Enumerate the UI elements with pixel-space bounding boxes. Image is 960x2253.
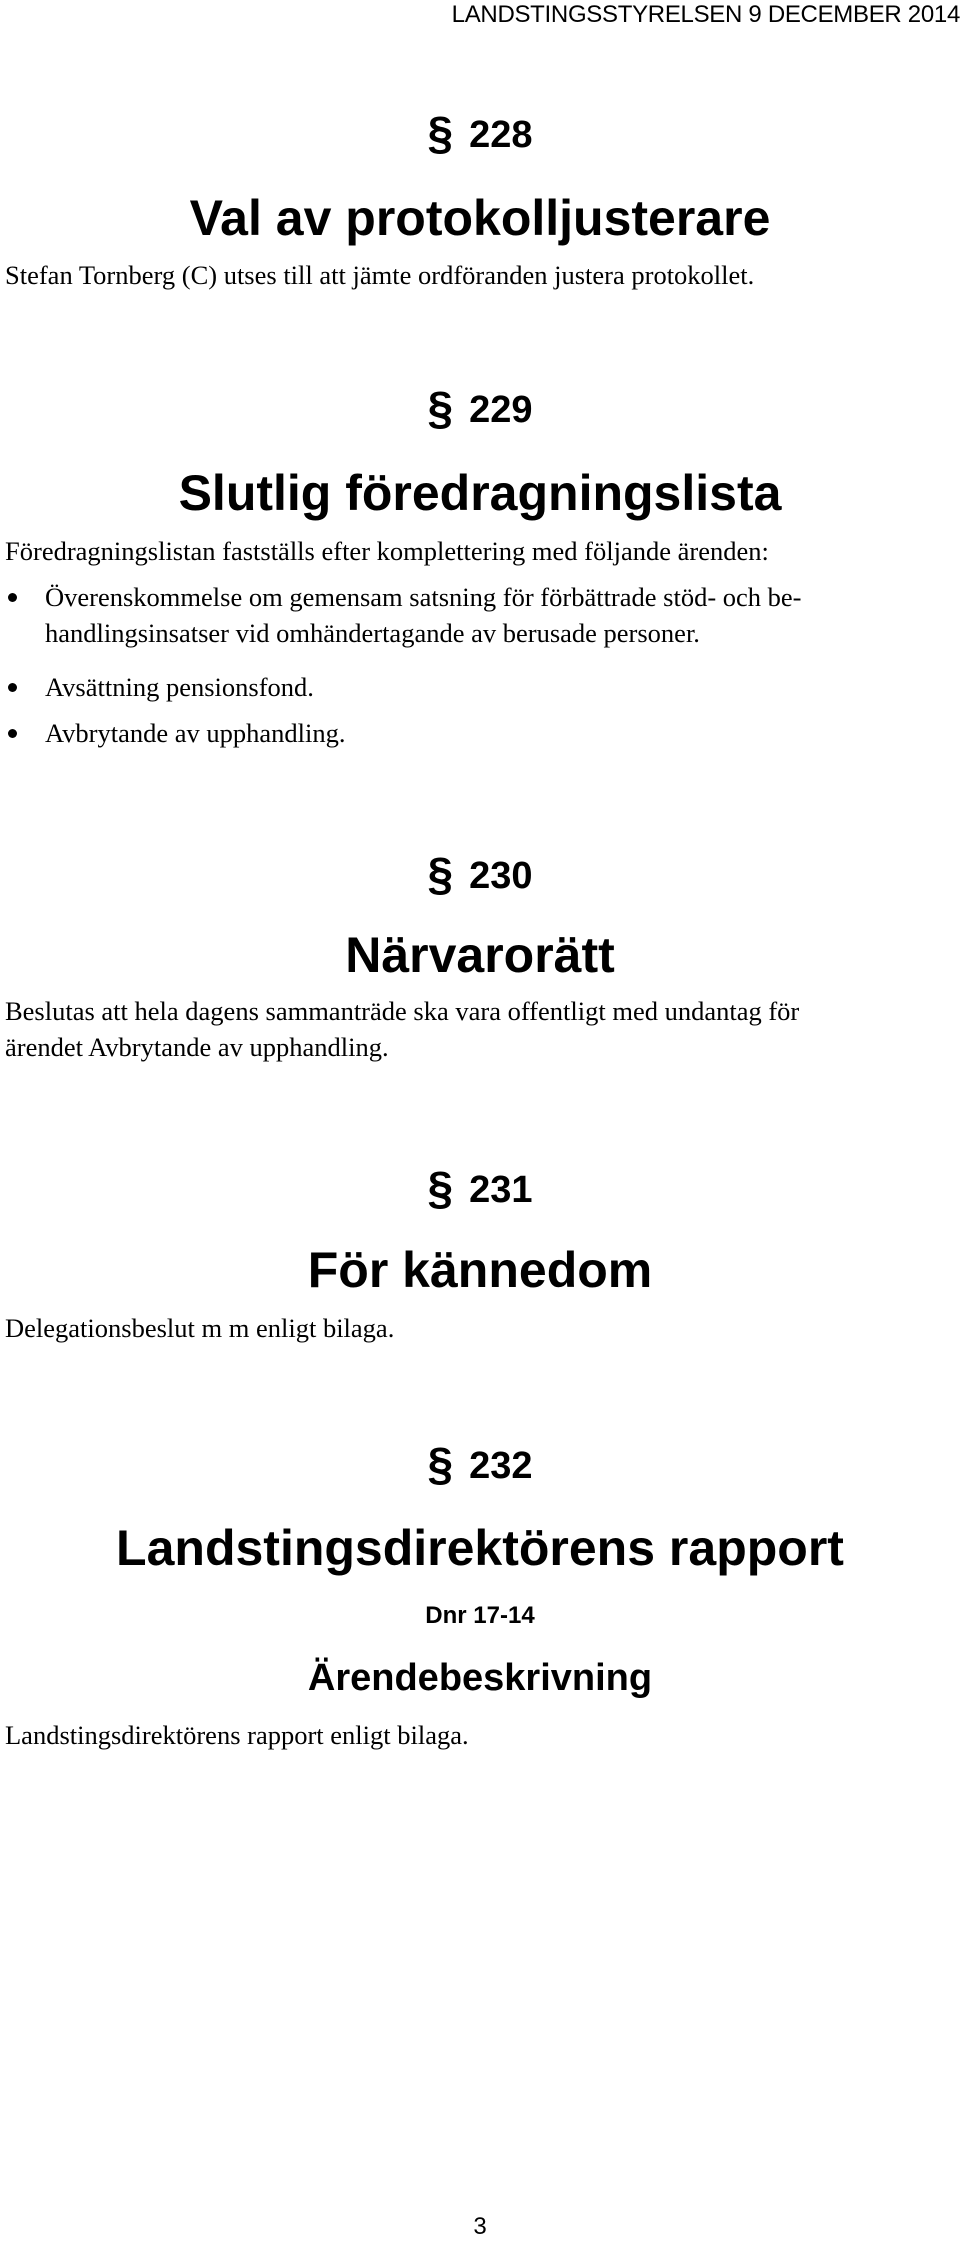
- page-number: 3: [473, 2213, 487, 2240]
- section-intro-229: Föredragningslistan fastställs efter komplettering med följande ärenden:: [5, 536, 769, 566]
- section-body-231: Delegationsbeslut m m enligt bilaga.: [5, 1313, 395, 1343]
- paragraph-symbol: §: [427, 1438, 454, 1490]
- section-number-229: [0, 382, 960, 434]
- section-subheading-232: Ärendebeskrivning: [307, 1657, 653, 1699]
- dnr-label: Dnr 17-14: [425, 1602, 535, 1629]
- section-title-231: För kännedom: [307, 1242, 653, 1298]
- list-item-line: Överenskommelse om gemensam satsning för förbättrade stöd- och be-: [45, 582, 802, 612]
- section-body-232: Landstingsdirektörens rapport enligt bilaga.: [5, 1720, 469, 1750]
- section-number-value: 229: [469, 389, 533, 431]
- page-header: LANDSTINGSSTYRELSEN 9 DECEMBER 2014: [451, 1, 960, 28]
- paragraph-symbol: §: [427, 848, 454, 900]
- bullet-icon: [8, 593, 17, 602]
- section-number-value: 230: [469, 855, 533, 897]
- section-number-value: 231: [469, 1169, 533, 1211]
- section-body-230-line1: Beslutas att hela dagens sammanträde ska vara offentligt med undantag för: [5, 996, 800, 1026]
- section-number-230: [0, 848, 960, 900]
- paragraph-symbol: §: [427, 107, 454, 159]
- list-item-line: Avbrytande av upphandling.: [45, 718, 346, 748]
- paragraph-symbol: §: [427, 1162, 454, 1214]
- list-item-line: Avsättning pensionsfond.: [45, 672, 314, 702]
- paragraph-symbol: §: [427, 382, 454, 434]
- section-number-232: [0, 1438, 960, 1490]
- section-title-232: Landstingsdirektörens rapport: [116, 1520, 844, 1576]
- section-title-228: Val av protokolljusterare: [189, 190, 771, 246]
- section-number-value: 232: [469, 1445, 533, 1487]
- section-body-230-line2: ärendet Avbrytande av upphandling.: [5, 1032, 389, 1062]
- list-item-line: handlingsinsatser vid omhändertagande av berusade personer.: [45, 618, 700, 648]
- section-title-229: Slutlig föredragningslista: [178, 465, 782, 521]
- bullet-icon: [8, 729, 17, 738]
- section-number-value: 228: [469, 114, 533, 156]
- section-number-228: [0, 107, 960, 159]
- section-number-231: [0, 1162, 960, 1214]
- section-title-230: Närvarorätt: [345, 927, 615, 983]
- section-body-228: Stefan Tornberg (C) utses till att jämte ordföranden justera protokollet.: [5, 260, 755, 290]
- bullet-icon: [8, 683, 17, 692]
